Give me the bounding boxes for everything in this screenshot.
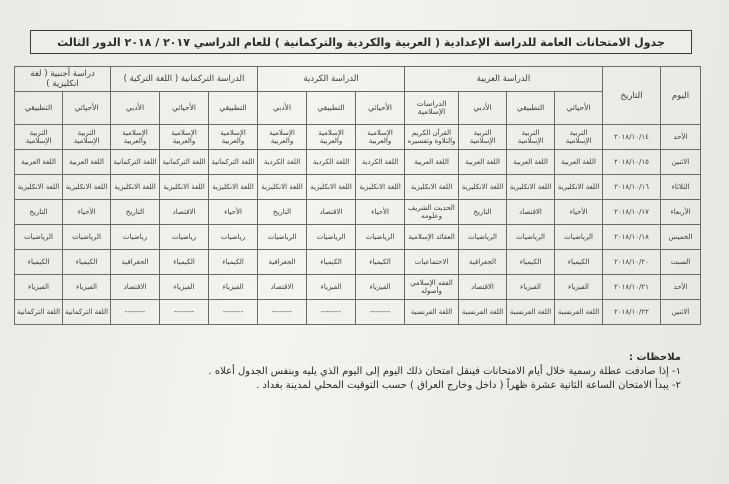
subject-cell: الفيزياء — [356, 275, 405, 300]
subject-cell: اللغة الكردية — [258, 150, 307, 175]
subject-cell: اللغة العربية — [405, 150, 459, 175]
header-day: اليوم — [661, 67, 701, 125]
subject-cell: اللغة الكردية — [356, 150, 405, 175]
header-biology: الأحيائي — [160, 92, 209, 125]
note-line-2: ٢- يبدأ الامتحان الساعة الثانية عشرة ظهراً ( داخل وخارج العراق ) حسب التوقيت المحلي لمدينة بغداد . — [256, 380, 681, 391]
day-cell: الاثنين — [661, 150, 701, 175]
subject-cell: الرياضيات — [459, 225, 507, 250]
subject-cell: الحديث الشريف وعلومه — [405, 200, 459, 225]
date-cell: ٢٠١٨/١٠/١٧ — [603, 200, 661, 225]
subject-cell: الرياضيات — [307, 225, 356, 250]
header-row-groups — [15, 67, 701, 92]
subject-cell: اللغة الانكليزية — [258, 175, 307, 200]
table-row — [15, 125, 701, 150]
header-applied: التطبيقي — [307, 92, 356, 125]
subject-cell: الإسلامية والعربية — [356, 125, 405, 150]
subject-cell: الفيزياء — [307, 275, 356, 300]
day-cell: السبت — [661, 250, 701, 275]
subject-cell: اللغة الكردية — [307, 150, 356, 175]
header-row-branches — [15, 92, 701, 125]
header-biology: الأحيائي — [555, 92, 603, 125]
header-date: التاريخ — [603, 67, 661, 125]
header-literary: الأدبي — [459, 92, 507, 125]
subject-cell: الإسلامية والعربية — [160, 125, 209, 150]
header-turkmen-study: الدراسة التركمانية ( اللغة التركية ) — [111, 67, 258, 92]
subject-cell: اللغة الفرنسية — [459, 300, 507, 325]
subject-cell: رياضيات — [209, 225, 258, 250]
day-cell: الأحد — [661, 125, 701, 150]
subject-cell: اللغة التركمانية — [15, 300, 63, 325]
header-literary: الأدبي — [111, 92, 160, 125]
subject-cell: اللغة الفرنسية — [555, 300, 603, 325]
header-biology: الأحيائي — [63, 92, 111, 125]
exam-schedule-table — [14, 66, 701, 325]
subject-cell: -------- — [258, 300, 307, 325]
subject-cell: الرياضيات — [555, 225, 603, 250]
header-literary: الأدبي — [258, 92, 307, 125]
table-row — [15, 175, 701, 200]
subject-cell: الفقه الإسلامي وأصوله — [405, 275, 459, 300]
subject-cell: اللغة الانكليزية — [15, 175, 63, 200]
subject-cell: الكيمياء — [555, 250, 603, 275]
subject-cell: الاقتصاد — [160, 200, 209, 225]
date-cell: ٢٠١٨/١٠/٢٢ — [603, 300, 661, 325]
subject-cell: الفيزياء — [209, 275, 258, 300]
subject-cell: رياضيات — [160, 225, 209, 250]
subject-cell: الكيمياء — [507, 250, 555, 275]
subject-cell: -------- — [111, 300, 160, 325]
header-islamic-studies: الدراسات الإسلامية — [405, 92, 459, 125]
subject-cell: اللغة العربية — [459, 150, 507, 175]
subject-cell: -------- — [160, 300, 209, 325]
subject-cell: الإسلامية والعربية — [307, 125, 356, 150]
table-row — [15, 250, 701, 275]
subject-cell: الجغرافية — [258, 250, 307, 275]
header-kurdish-study: الدراسة الكردية — [258, 67, 405, 92]
subject-cell: الرياضيات — [507, 225, 555, 250]
subject-cell: التربية الإسلامية — [15, 125, 63, 150]
table-row — [15, 150, 701, 175]
subject-cell: اللغة الانكليزية — [160, 175, 209, 200]
day-cell: الاثنين — [661, 300, 701, 325]
subject-cell: الأحياء — [356, 200, 405, 225]
subject-cell: الاقتصاد — [111, 275, 160, 300]
header-applied: التطبيقي — [209, 92, 258, 125]
subject-cell: اللغة التركمانية — [160, 150, 209, 175]
subject-cell: التاريخ — [258, 200, 307, 225]
notes-section — [208, 352, 681, 393]
subject-cell: الفيزياء — [507, 275, 555, 300]
subject-cell: الاقتصاد — [459, 275, 507, 300]
schedule-body — [15, 125, 701, 325]
subject-cell: التاريخ — [15, 200, 63, 225]
subject-cell: اللغة الانكليزية — [209, 175, 258, 200]
subject-cell: الكيمياء — [63, 250, 111, 275]
subject-cell: اللغة الانكليزية — [405, 175, 459, 200]
subject-cell: الكيمياء — [15, 250, 63, 275]
subject-cell: اللغة العربية — [555, 150, 603, 175]
subject-cell: اللغة الانكليزية — [111, 175, 160, 200]
subject-cell: الاقتصاد — [507, 200, 555, 225]
subject-cell: الرياضيات — [63, 225, 111, 250]
subject-cell: اللغة الفرنسية — [405, 300, 459, 325]
day-cell: الأربعاء — [661, 200, 701, 225]
subject-cell: التربية الإسلامية — [63, 125, 111, 150]
date-cell: ٢٠١٨/١٠/١٤ — [603, 125, 661, 150]
subject-cell: اللغة الانكليزية — [63, 175, 111, 200]
note-line-1: ١- إذا صادفت عطلة رسمية خلال أيام الامتحانات فينقل امتحان ذلك اليوم إلى اليوم الذي يليه وبنفس الجدول أعلاه . — [208, 366, 681, 377]
subject-cell: الكيمياء — [160, 250, 209, 275]
notes-title: ملاحظات : — [628, 352, 681, 363]
subject-cell: التربية الإسلامية — [507, 125, 555, 150]
day-cell: الخميس — [661, 225, 701, 250]
subject-cell: الاقتصاد — [307, 200, 356, 225]
subject-cell: الإسلامية والعربية — [209, 125, 258, 150]
subject-cell: اللغة الانكليزية — [307, 175, 356, 200]
date-cell: ٢٠١٨/١٠/١٦ — [603, 175, 661, 200]
subject-cell: اللغة التركمانية — [209, 150, 258, 175]
subject-cell: الأحياء — [209, 200, 258, 225]
subject-cell: الأحياء — [555, 200, 603, 225]
subject-cell: اللغة العربية — [507, 150, 555, 175]
subject-cell: الجغرافية — [111, 250, 160, 275]
subject-cell: الكيمياء — [209, 250, 258, 275]
subject-cell: اللغة الفرنسية — [507, 300, 555, 325]
table-row — [15, 275, 701, 300]
date-cell: ٢٠١٨/١٠/٢٠ — [603, 250, 661, 275]
subject-cell: رياضيات — [111, 225, 160, 250]
subject-cell: الاقتصاد — [258, 275, 307, 300]
subject-cell: الاجتماعيات — [405, 250, 459, 275]
subject-cell: الرياضيات — [15, 225, 63, 250]
subject-cell: اللغة الانكليزية — [555, 175, 603, 200]
subject-cell: اللغة العربية — [63, 150, 111, 175]
date-cell: ٢٠١٨/١٠/١٨ — [603, 225, 661, 250]
day-cell: الأحد — [661, 275, 701, 300]
subject-cell: اللغة الانكليزية — [459, 175, 507, 200]
subject-cell: الفيزياء — [555, 275, 603, 300]
subject-cell: اللغة الانكليزية — [507, 175, 555, 200]
subject-cell: القرآن الكريم والتلاوة وتفسيره — [405, 125, 459, 150]
subject-cell: التربية الإسلامية — [459, 125, 507, 150]
subject-cell: الإسلامية والعربية — [258, 125, 307, 150]
page-title: جدول الامتحانات العامة للدراسة الإعدادية ( العربية والكردية والتركمانية ) للعام الدراسي ٢٠١٧ / ٢٠١٨ الدور الثالث — [57, 35, 665, 49]
subject-cell: التربية الإسلامية — [555, 125, 603, 150]
header-applied: التطبيقي — [507, 92, 555, 125]
header-biology: الأحيائي — [356, 92, 405, 125]
subject-cell: -------- — [307, 300, 356, 325]
subject-cell: العقائد الإسلامية — [405, 225, 459, 250]
subject-cell: الكيمياء — [307, 250, 356, 275]
table-row — [15, 200, 701, 225]
subject-cell: اللغة التركمانية — [111, 150, 160, 175]
subject-cell: الفيزياء — [63, 275, 111, 300]
subject-cell: -------- — [356, 300, 405, 325]
header-applied: التطبيقي — [15, 92, 63, 125]
subject-cell: اللغة العربية — [15, 150, 63, 175]
subject-cell: -------- — [209, 300, 258, 325]
subject-cell: الكيمياء — [356, 250, 405, 275]
subject-cell: الرياضيات — [356, 225, 405, 250]
page-title-box — [30, 30, 692, 54]
subject-cell: الجغرافية — [459, 250, 507, 275]
day-cell: الثلاثاء — [661, 175, 701, 200]
date-cell: ٢٠١٨/١٠/٢١ — [603, 275, 661, 300]
subject-cell: التاريخ — [111, 200, 160, 225]
header-foreign-study: دراسة أجنبية ( لغة انكليزية ) — [15, 67, 111, 92]
subject-cell: الفيزياء — [160, 275, 209, 300]
subject-cell: الإسلامية والعربية — [111, 125, 160, 150]
table-row — [15, 300, 701, 325]
table-row — [15, 225, 701, 250]
subject-cell: الفيزياء — [15, 275, 63, 300]
subject-cell: الرياضيات — [258, 225, 307, 250]
subject-cell: اللغة الانكليزية — [356, 175, 405, 200]
subject-cell: الأحياء — [63, 200, 111, 225]
subject-cell: اللغة التركمانية — [63, 300, 111, 325]
date-cell: ٢٠١٨/١٠/١٥ — [603, 150, 661, 175]
subject-cell: التاريخ — [459, 200, 507, 225]
header-arabic-study: الدراسة العربية — [405, 67, 603, 92]
